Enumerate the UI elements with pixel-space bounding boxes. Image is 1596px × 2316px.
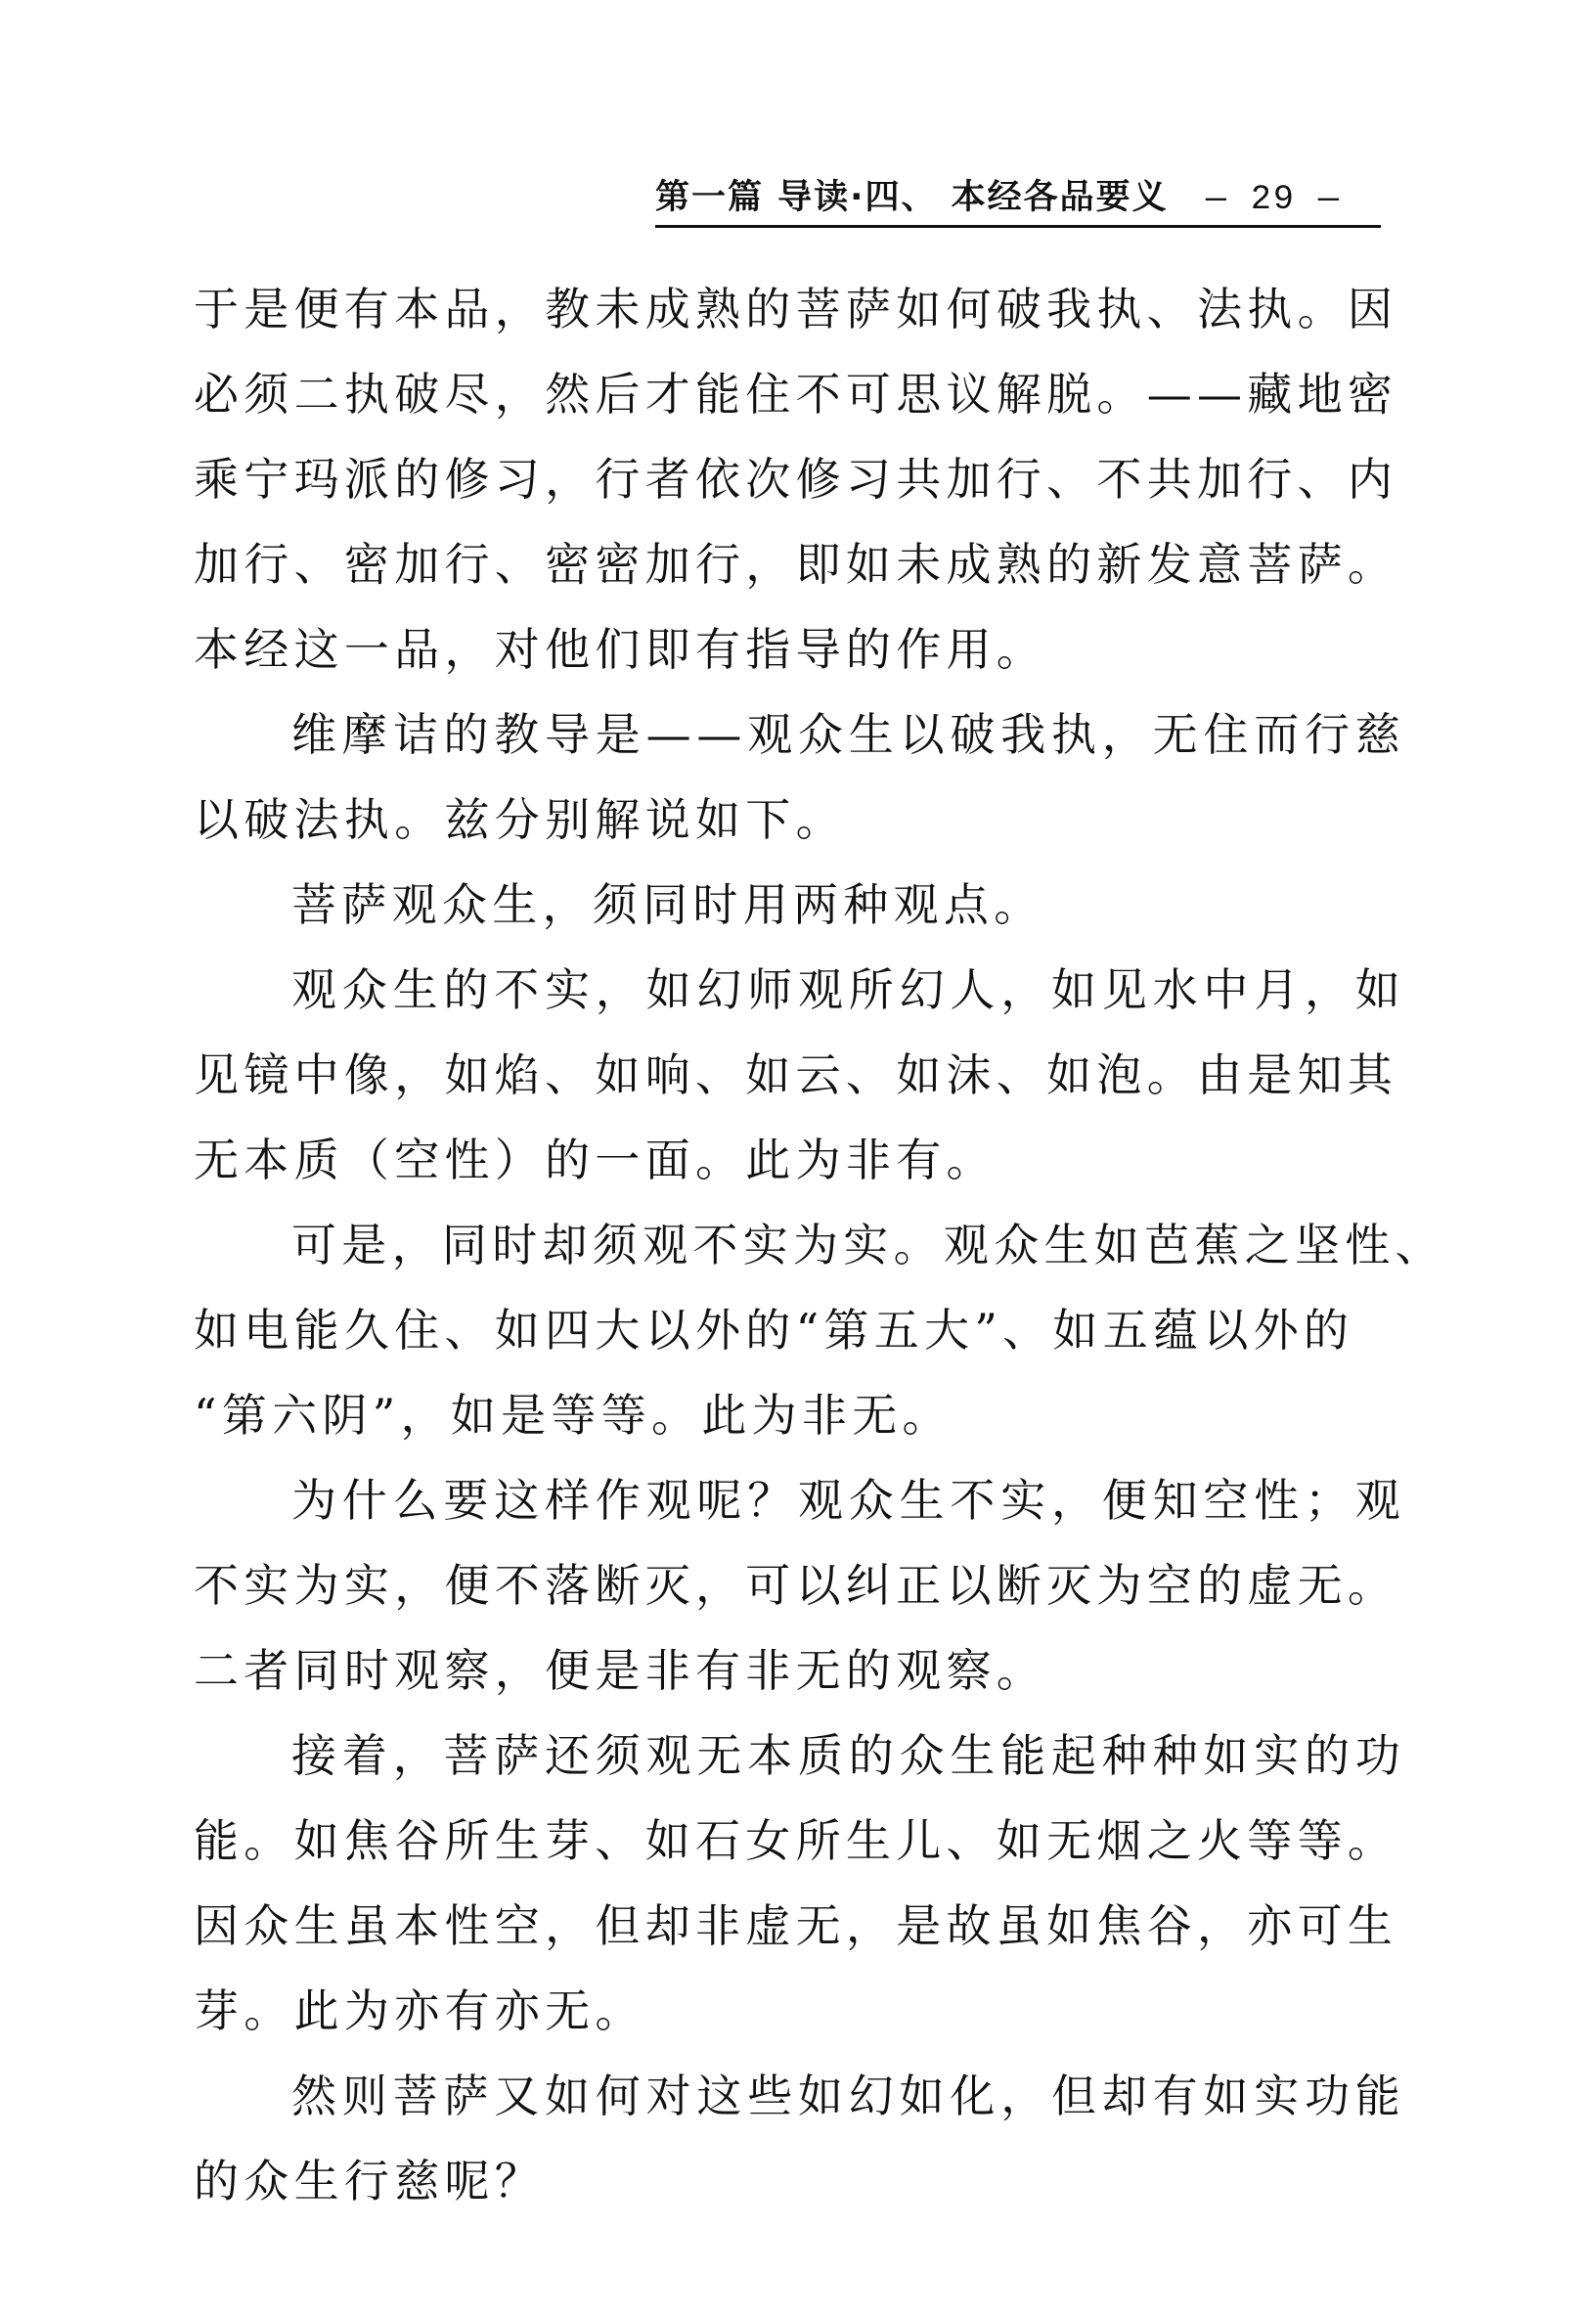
text-line: 乘宁玛派的修习，行者依次修习共加行、不共加行、内 <box>194 453 1398 506</box>
header-rule <box>655 225 1381 228</box>
text-line: 的众生行慈呢？ <box>194 2155 546 2207</box>
text-line: 维摩诘的教导是——观众生以破我执，无住而行慈 <box>291 708 1406 761</box>
text-line: 二者同时观察，便是非有非无的观察。 <box>194 1644 1047 1697</box>
text-line: 本经这一品，对他们即有指导的作用。 <box>194 623 1047 676</box>
text-line: 能。如焦谷所生芽、如石女所生儿、如无烟之火等等。 <box>194 1814 1398 1867</box>
text-line: 接着，菩萨还须观无本质的众生能起种种如实的功 <box>291 1729 1406 1782</box>
text-line: 可是，同时却须观不实为实。观众生如芭蕉之坚性、 <box>291 1219 1445 1271</box>
text-line: 于是便有本品，教未成熟的菩萨如何破我执、法执。因 <box>194 283 1398 335</box>
text-line: 无本质（空性）的一面。此为非有。 <box>194 1134 997 1186</box>
page-number: — 29 — <box>1205 180 1341 219</box>
text-line: 如电能久住、如四大以外的“第五大”、如五蕴以外的 <box>194 1304 1354 1357</box>
section-label: 第一篇 导读·四、 本经各品要义 <box>655 178 1169 217</box>
text-line: 观众生的不实，如幻师观所幻人，如见水中月，如 <box>291 963 1406 1016</box>
text-line: 芽。此为亦有亦无。 <box>194 1984 645 2037</box>
text-line: “第六阴”，如是等等。此为非无。 <box>194 1389 953 1442</box>
text-line: 因众生虽本性空，但却非虚无，是故虽如焦谷，亦可生 <box>194 1899 1398 1952</box>
text-line: 菩萨观众生，须同时用两种观点。 <box>291 878 1044 931</box>
text-line: 不实为实，便不落断灭，可以纠正以断灭为空的虚无。 <box>194 1559 1398 1612</box>
text-line: 为什么要这样作观呢？观众生不实，便知空性；观 <box>291 1474 1406 1527</box>
running-head <box>655 172 1379 225</box>
text-line: 必须二执破尽，然后才能住不可思议解脱。——藏地密 <box>194 368 1398 421</box>
text-line: 以破法执。兹分别解说如下。 <box>194 793 846 846</box>
text-line: 然则菩萨又如何对这些如幻如化，但却有如实功能 <box>291 2070 1406 2122</box>
text-line: 见镜中像，如焰、如响、如云、如沫、如泡。由是知其 <box>194 1048 1398 1101</box>
text-line: 加行、密加行、密密加行，即如未成熟的新发意菩萨。 <box>194 538 1398 591</box>
